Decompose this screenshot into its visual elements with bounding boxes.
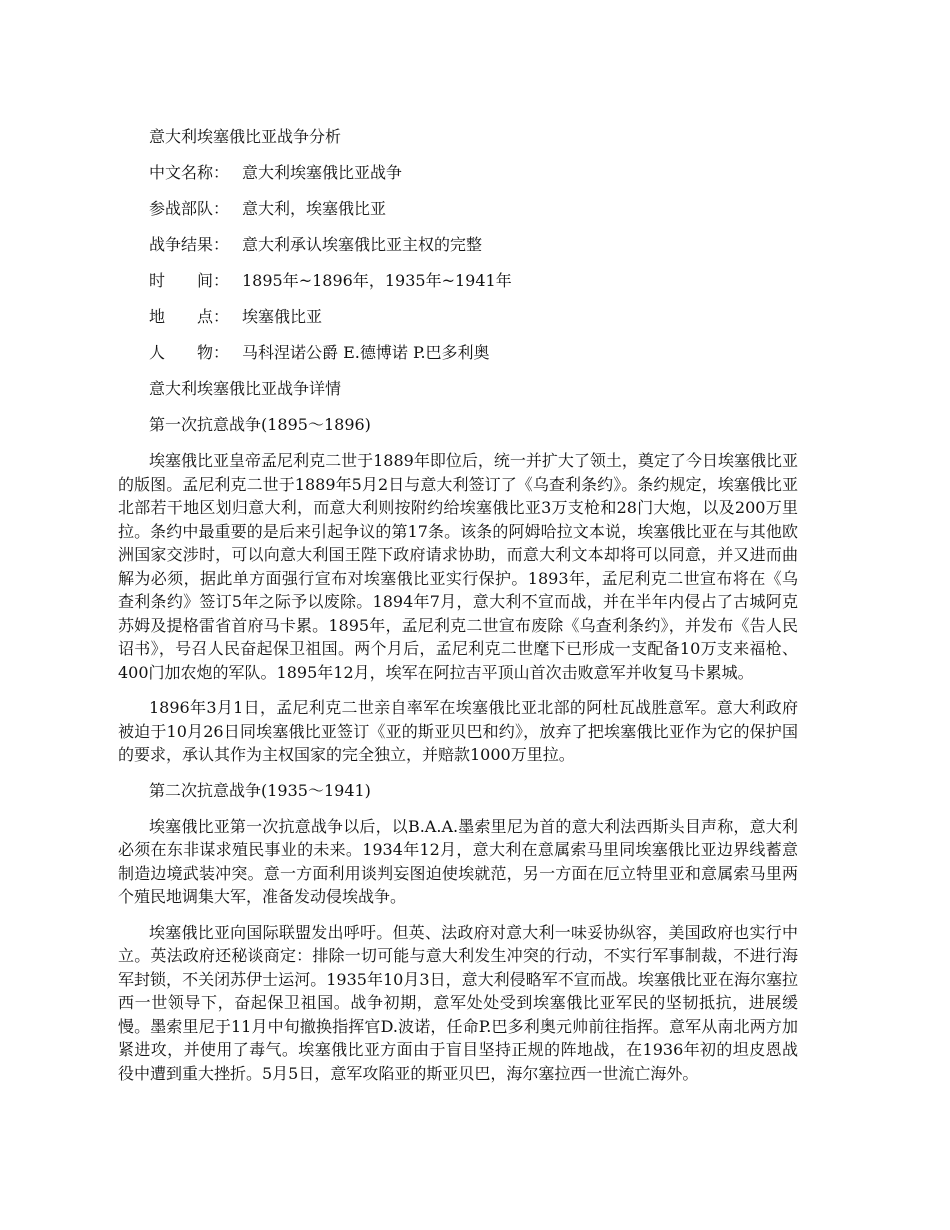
document-title: 意大利埃塞俄比亚战争分析 [149, 127, 342, 146]
field-label: 人 物： [149, 343, 230, 362]
field-value: 1895年~1896年，1935年~1941年 [242, 271, 512, 290]
field-label: 战争结果： [149, 235, 230, 254]
war1-paragraph: 埃塞俄比亚皇帝孟尼利克二世于1889年即位后，统一并扩大了领土，奠定了今日埃塞俄比亚的版图。孟尼利克二世于1889年5月2日与意大利签订了《乌查利条约》。条约规定，埃塞俄比亚北部若干地区划归意大利，而意大利则按附约给埃塞俄比亚3万支枪和28门大炮，以及200万里拉。条约中最重要的是后来引起争议的第17条。该条的阿姆哈拉文本说，埃塞俄比亚在与其他欧洲国家交涉时，可以向意大利国王陛下政府请求协助，而意大利文本却将可以同意，并又进而曲解为必须，据此单方面强行宣布对埃塞俄比亚实行保护。1893年，孟尼利克二世宣布将在《乌查利条约》签订5年之际予以废除。1894年7月，意大利不宣而战，并在半年内侵占了古城阿克苏姆及提格雷省首府马卡累。1895年，孟尼利克二世宣布废除《乌查利条约》，并发布《告人民诏书》，号召人民奋起保卫祖国。两个月后，孟尼利克二世麾下已形成一支配备10万支来福枪、400门加农炮的军队。1895年12月，埃军在阿拉吉平顶山首次击败意军并收复马卡累城。 [118, 451, 798, 682]
field-label: 地 点： [149, 307, 230, 326]
field-chinese-name [149, 161, 829, 185]
war1-heading: 第一次抗意战争(1895～1896) [149, 415, 371, 434]
war1-paragraph: 1896年3月1日，孟尼利克二世亲自率军在埃塞俄比亚北部的阿杜瓦战胜意军。意大利政府被迫于10月26日同埃塞俄比亚签订《亚的斯亚贝巴和约》，放弃了把埃塞俄比亚作为它的保护国的要求，承认其作为主权国家的完全独立，并赔款1000万里拉。 [118, 698, 798, 764]
field-value: 埃塞俄比亚 [242, 307, 323, 326]
field-label: 参战部队： [149, 199, 230, 218]
field-location [149, 305, 829, 329]
war2-paragraph: 埃塞俄比亚第一次抗意战争以后，以B.A.A.墨索里尼为首的意大利法西斯头目声称，意大利必须在东非谋求殖民事业的未来。1934年12月，意大利在意属索马里同埃塞俄比亚边界线蓄意制造边境武装冲突。意一方面利用谈判妄图迫使埃就范，另一方面在厄立特里亚和意属索马里两个殖民地调集大军，准备发动侵埃战争。 [118, 816, 798, 906]
field-time [149, 269, 829, 293]
field-value: 马科涅诺公爵 E.德博诺 P.巴多利奥 [242, 343, 490, 362]
section-title: 意大利埃塞俄比亚战争详情 [149, 379, 342, 398]
field-result [149, 233, 829, 257]
field-value: 意大利承认埃塞俄比亚主权的完整 [242, 235, 483, 254]
field-value: 意大利，埃塞俄比亚 [242, 199, 387, 218]
field-value: 意大利埃塞俄比亚战争 [242, 163, 403, 182]
field-belligerents [149, 197, 829, 221]
field-label: 中文名称： [149, 163, 230, 182]
field-persons [149, 341, 829, 365]
document-page [118, 125, 829, 1097]
war2-heading: 第二次抗意战争(1935～1941) [149, 780, 371, 800]
war2-paragraph: 埃塞俄比亚向国际联盟发出呼吁。但英、法政府对意大利一味妥协纵容，美国政府也实行中立。英法政府还秘谈商定：排除一切可能与意大利发生冲突的行动，不实行军事制裁，不进行海军封锁，不关闭苏伊士运河。1935年10月3日，意大利侵略军不宣而战。埃塞俄比亚在海尔塞拉西一世领导下，奋起保卫祖国。战争初期，意军处处受到埃塞俄比亚军民的坚韧抵抗，进展缓慢。墨索里尼于11月中旬撤换指挥官D.波诺，任命P.巴多利奥元帅前往指挥。意军从南北两方加紧进攻，并使用了毒气。埃塞俄比亚方面由于盲目坚持正规的阵地战，在1936年初的坦皮恩战役中遭到重大挫折。5月5日，意军攻陷亚的斯亚贝巴，海尔塞拉西一世流亡海外。 [118, 922, 798, 1083]
field-label: 时 间： [149, 271, 230, 290]
